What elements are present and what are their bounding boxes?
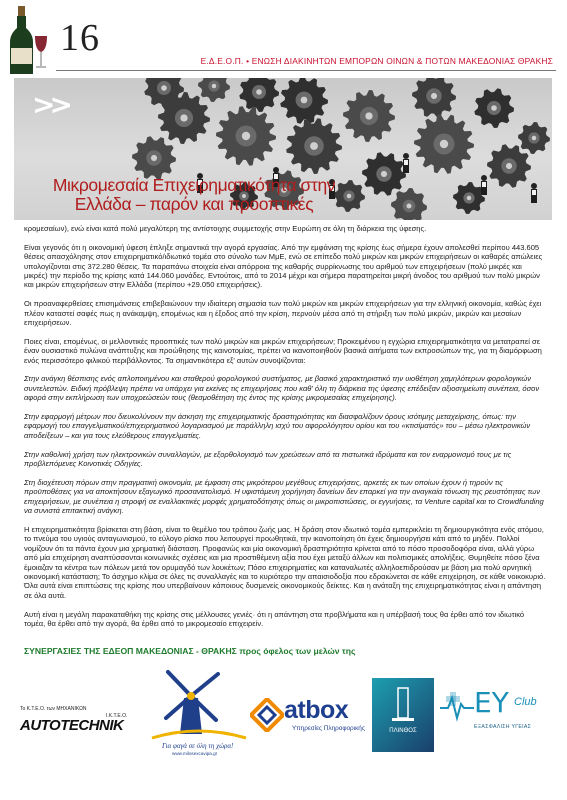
eyclub-name: EY <box>474 686 509 719</box>
windmill-icon <box>146 664 251 756</box>
atbox-logo[interactable] <box>248 692 378 742</box>
page-number: 16 <box>60 17 100 59</box>
gear-icon <box>474 88 514 128</box>
page-header <box>0 0 567 86</box>
publication-title: Ε.Δ.Ε.Ο.Π. • ΕΝΩΣΗ ΔΙΑΚΙΝΗΤΩΝ ΕΜΠΟΡΩΝ ΟΙΝΩΝ & ΠΟΤΩΝ ΜΑΚΕΔΟΝΙΑΣ ΘΡΑΚΗΣ <box>200 56 553 66</box>
article-paragraph: Στην ανάγκη θέσπισης ενός απλοποιημένου και σταθερού φορολογικού συστήματος, με βασικό χαρακτηριστικό την υιοθέτηση χαμηλότερων φορολογικών συντελεστών. Ειδική πρόβλεψη πρέπει να υπάρχει για εκείνες τις επιχειρήσεις που καθ' όλη τη διάρκεια της ύφεσης επέδειξαν αξιοσημείωτη συνέπεια, όσον αφορά στην εκπλήρωση των υποχρεώσεών τους (θεσμοθέτηση της έντος της κρίσης μικρομεσαίας επιχείρησης). <box>24 374 540 403</box>
plinthos-name: ΠΛΙΝΘΟΣ <box>389 728 417 734</box>
partner-logos <box>20 662 550 762</box>
autotechnik-ikteo: Ι.Κ.Τ.Ε.Ο. <box>106 713 128 719</box>
article-paragraph: Ποιες είναι, επομένως, οι μελλοντικές προοπτικές των πολύ μικρών και μικρών επιχειρήσεων; Προκειμένου η εγχώρια επιχειρηματικότητα να μετατραπεί σε έναν ουσιαστικό πυλώνα ανάπτυξης και προώθησης της καινοτομίας, πρέπει να ικανοποιηθούν βασικά αιτήματα των εκπροσώπων της, για τη διαμόρφωση ενός περισσότερο φιλικού περιβάλλοντος. Τα σημαντικότερα εξ' αυτών συνοψίζονται: <box>24 336 542 365</box>
gear-icon <box>132 136 176 179</box>
autotechnik-tagline: Το Κ.Τ.Ε.Ο. των ΜΗΧΑΝΙΚΩΝ <box>20 706 87 712</box>
gear-icon <box>280 78 328 124</box>
partnerships-label: ΣΥΝΕΡΓΑΣΙΕΣ ΤΗΣ ΕΔΕΟΠ ΜΑΚΕΔΟΝΙΑΣ - ΘΡΑΚΗΣ προς όφελος των μελών της <box>24 646 356 656</box>
person-figure-icon <box>481 175 487 195</box>
gear-icon <box>414 114 474 174</box>
article-paragraph: κρομεσαίων), ενώ είναι κατά πολύ μεγαλύτερη της αντίστοιχης συμμετοχής στην Ευρώπη σε όλη τη διάρκεια της ύφεσης. <box>24 224 427 233</box>
gear-icon <box>343 90 395 142</box>
article-paragraph: Αυτή είναι η μεγάλη παρακαταθήκη της κρίσης στις μέλλουσες γενιές· ότι η απάντηση στα προβλήματα και η υπέρβασή τους θα έρθει από τον ιδιωτικό τομέα, θα έρθει από την αγορά, θα έρθει από το μικρομεσαίο επιχειρείν. <box>24 609 525 628</box>
article-title-line-2: Ελλάδα – παρόν και προοπτικές <box>74 194 314 214</box>
article-title-line-1: Μικρομεσαία Επιχειρηματικότητα στην <box>52 175 336 195</box>
eyclub-logo[interactable] <box>440 682 548 746</box>
article-paragraph: Η επιχειρηματικότητα βρίσκεται στη βάση, είναι το θεμέλιο του τρόπου ζωής μας. Η δράση στον ιδιωτικό τομέα εμπερικλείει τη δημιουργικότητα ενός ατόμου, το πνεύμα του υγιούς ανταγωνισμού, το εύλογο ρίσκο που λειτουργεί προωθητικά, την ικανοποίηση ότι έχεις δημιουργήσει κάτι από το μηδέν. Πολλοί νομίζουν ότι τα πάντα έχουν μια χρηματική διάσταση. Προφανώς και μία οικονομική δραστηριότητα κρίνεται από το πόσο προσοδοφόρα είναι, αλλά γύρω από μία επιχείρηση αναπτύσσονται κοινωνικές σχέσεις και μια προστιθέμενη αξία που έχει μεταξύ άλλων και πολιτισμικές απολήξεις. Θυμηθείτε πόσο ξένα έμοιαζαν τα κέντρα των πόλεων μετά τον ορυμαγδό των λουκέτων; Πόσο επιχειρηματίες και καταναλωτές αλληλοεπιδρούσαν με βάση μια πολύ αρνητική οικονομική κατάσταση; Το άσχημο κλίμα σε όλες τις συναλλαγές και το κυριότερο την απαισιοδοξία που εδραιώνεται σε κάθε επιχείρηση, σε κάθε νοικοκυριό. Όλα αυτά είναι επιπτώσεις της κρίσης που υπερβαίνουν κάποιους δυσμενείς οικονομικούς δείκτες. Και η ανάταξη της επιχειρηματικότητας είναι η απάντηση σε όλα αυτά. <box>24 524 546 600</box>
milos-url: www.milosexcavipa.gr <box>172 751 218 756</box>
atbox-name: atbox <box>284 696 349 724</box>
hero-image <box>14 78 552 220</box>
article-paragraph: Στη διοχέτευση πόρων στην πραγματική οικονομία, με έμφαση στις μικρότερου μεγέθους επιχειρήσεις, αρκετές εκ των οποίων έχουν ή τηρούν τις προϋποθέσεις για να αποκτήσουν εξαγωγικό προσανατολισμό. Η υφιστάμενη χορήγηση δανείων δεν επαρκεί για την αναγκαία τόνωση της ρευστότητας των επιχειρήσεων, με συνέπεια η στροφή σε εναλλακτικές μορφές χρηματοδότησης όπως οι μικροπιστώσεις, οι εγγυήσεις, τα Venture capital και το Crowdfunding να συνιστά επιτακτική ανάγκη. <box>24 477 544 516</box>
gear-icon <box>362 152 406 195</box>
atbox-diamond-icon <box>250 698 284 732</box>
gear-icon <box>487 144 531 187</box>
gear-icon <box>216 106 276 166</box>
chevron-right-icon: >> <box>32 88 67 121</box>
autotechnik-name: AUTOTECHNIK <box>20 717 124 734</box>
heartbeat-icon <box>440 690 474 724</box>
eyclub-club: Club <box>514 696 537 708</box>
autotechnik-logo[interactable] <box>20 704 140 744</box>
gear-icon <box>391 188 427 220</box>
eyclub-tagline: ΕΞΑΣΦΑΛΙΣΗ ΥΓΕΙΑΣ <box>474 724 532 730</box>
person-figure-icon <box>403 153 409 173</box>
plinthos-logo[interactable] <box>372 678 434 752</box>
header-divider <box>56 70 556 71</box>
article-body <box>24 224 546 638</box>
gear-icon <box>518 122 550 154</box>
article-paragraph: Οι προαναφερθείσες επισημάνσεις επιβεβαιώνουν την ιδιαίτερη σημασία των πολύ μικρών και μικρών επιχειρήσεων για την ελληνική οικονομία, καθώς έχει πλέον καταστεί σαφές πως η ανάκαμψη, επομένως και η έξοδος από την κρίση, περνούν μέσα από τη στήριξη των πολύ μικρών, μικρών και μεσαίων επιχειρήσεων. <box>24 299 542 328</box>
plinthos-emblem-icon <box>372 678 434 752</box>
gear-icon <box>286 118 342 174</box>
milos-excavation-logo[interactable] <box>146 664 251 756</box>
gear-icon <box>239 78 279 112</box>
milos-slogan: Για φαγά σε όλη τη χώρα! <box>162 742 234 750</box>
gear-icon <box>453 182 485 214</box>
article-paragraph: Στην εφαρμογή μέτρων που διευκολύνουν την άσκηση της επιχειρηματικής δραστηριότητας και διασφαλίζουν όρους ισότιμης μεταχείρισης, όπως: την εφαρμογή του επαγγελματικού/επιχειρηματικού λογαριασμού με παράλληλη ισχύ του αφορολόγητου ορίου και του «κτισίματός» του – μέσω ηλεκτρονικών αποδείξεων – και για τους ελεύθερους επαγγελματίες. <box>24 412 531 440</box>
person-figure-icon <box>531 183 537 203</box>
article-title <box>24 176 364 214</box>
article-paragraph: Στην καθολική χρήση των ηλεκτρονικών συναλλαγών, με εξορθολογισμό των χρεώσεων από τα πιστωτικά ιδρύματα και τον εναρμονισμό τους με τις προβλεπόμενες Κοινοτικές Οδηγίες. <box>24 449 512 469</box>
gear-icon <box>198 78 230 102</box>
wine-bottle-logo-icon <box>8 6 48 76</box>
gear-icon <box>412 78 456 118</box>
article-paragraph: Είναι γεγονός ότι η οικονομική ύφεση έπληξε σημαντικά την αγορά εργασίας. Από την εμφάνιση της κρίσης έως σήμερα έχουν απολεσθεί περίπου 443.605 θέσεις απασχόλησης στον επιχειρηματικό/ιδιωτικό τομέα στο σύνολο των ΜμΕ, ενώ σε επίπεδο πολύ μικρών και μικρών επιχειρήσεων οι καθαρές απώλειες υπολογίζονται στις 372.280 θέσεις. Τα παραπάνω στοιχεία είναι απόρροια της καθαρής συρρίκνωσης του αριθμού των επιχειρήσεων (πολύ μικρές και μικρές) την περίοδο της κρίσης κατά 144.060 μονάδες. Εντούτοις, από το 2014 μέχρι και σήμερα παρατηρείται μικρή άνοδος του αριθμού των πολύ μικρών και μικρών επιχειρήσεων στην Ελλάδα (περίπου +29.050 επιχειρήσεις). <box>24 242 543 290</box>
atbox-tagline: Υπηρεσίες Πληροφορικής <box>292 725 365 732</box>
